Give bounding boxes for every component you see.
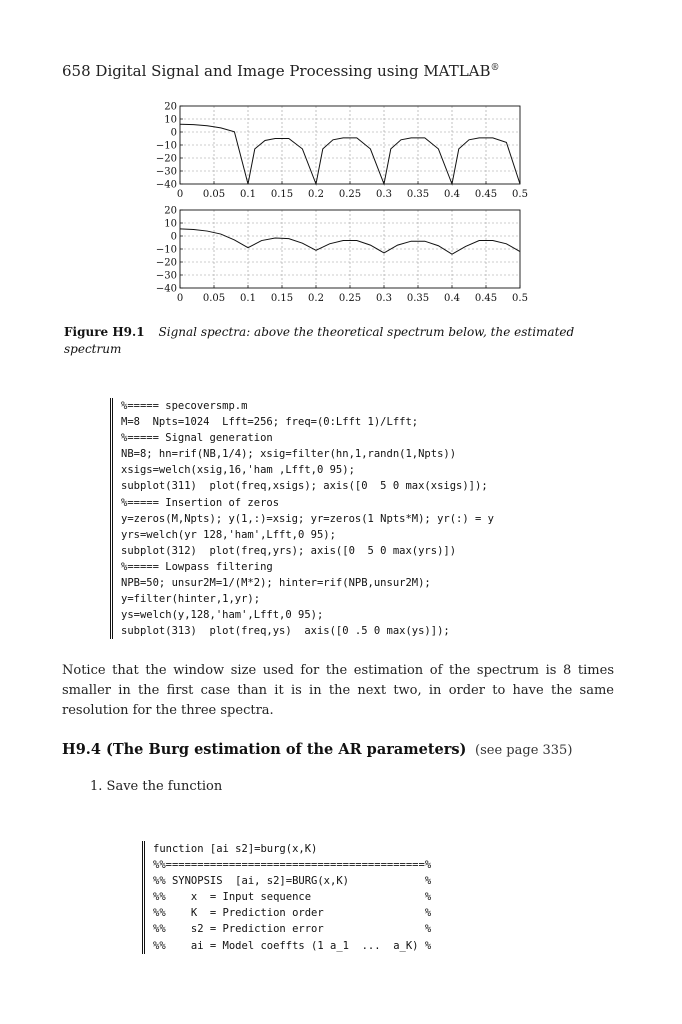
body-paragraph: Notice that the window size used for the estimation of the spectrum is 8 times smaller in the first case than it is in the next two, in order to have the same resolution for the three spectra. [62,663,614,718]
chart-1-xtick-label: 0.05 [202,189,226,200]
section-title: H9.4 (The Burg estimation of the AR parameters) [62,741,467,758]
chart-1-xtick-label: 0.3 [376,189,392,200]
chart-1-xtick-label: 0.25 [338,189,362,200]
chart-1-xtick-label: 0.5 [512,189,528,200]
figure-label: Figure H9.1 [64,325,145,339]
chart-2-xtick-label: 0.05 [202,293,226,304]
chart-2-xtick-label: 0 [176,293,184,304]
code-1-line: y=filter(hinter,1,yr); [121,593,261,606]
chart-2-ytick-label: 0 [170,231,177,243]
section-heading [62,741,622,758]
chart-1-xtick-label: 0.1 [240,189,256,200]
code-2-line: %% s2 = Prediction error % [153,923,432,936]
chart-1-ytick-label: −20 [155,153,177,165]
page-number: 658 [62,62,91,80]
chart-1-xtick-label: 0 [176,189,184,200]
chart-2-ytick-label: −40 [155,283,177,295]
chart-1-ytick-label: −30 [155,166,177,178]
chart-2-xtick-label: 0.4 [444,293,460,304]
code-1-line: ys=welch(y,128,'ham',Lfft,0 95); [121,609,324,622]
chart-1-ytick-label: −10 [155,140,177,152]
code-2-line: %% x = Input sequence % [153,891,432,904]
chart-2-xtick-label: 0.5 [512,293,528,304]
chart-2-xtick-label: 0.2 [308,293,324,304]
chart-1-ytick-label: 10 [164,114,177,126]
code-2-line: %% K = Prediction order % [153,907,432,920]
chart-2-ytick-label: 20 [164,205,177,217]
code-1-line: y=zeros(M,Npts); y(1,:)=xsig; yr=zeros(1 Npts*M); yr(:) = y [121,512,494,525]
code-1-line: NPB=50; unsur2M=1/(M*2); hinter=rif(NPB,unsur2M); [121,577,431,590]
code-1-line: %===== Lowpass filtering [121,560,273,573]
figure-caption [64,324,624,358]
chart-1-xtick-label: 0.35 [406,189,430,200]
code-2-line: %%=========================================% [153,859,432,872]
chart-2-xtick-label: 0.25 [338,293,362,304]
chart-2-xtick-label: 0.35 [406,293,430,304]
code-1-line: %===== specoversmp.m [121,400,248,412]
chart-1-ytick-label: 0 [170,127,177,139]
chart-2-ytick-label: 10 [164,218,177,230]
code-2-line: %% ai = Model coeffts (1 a_1 ... a_K) % [153,939,432,952]
code-1-line: yrs=welch(yr 128,'ham',Lfft,0 95); [121,528,336,541]
code-1-line: subplot(313) plot(freq,ys) axis([0 .5 0 max(ys)]); [121,625,450,638]
chart-2-xtick-label: 0.1 [240,293,256,304]
chart-2-xtick-label: 0.15 [270,293,294,304]
chart-2-xtick-label: 0.3 [376,293,392,304]
code-1-line: %===== Signal generation [121,432,273,445]
list-item: 1. Save the function [90,779,223,794]
chart-1-xtick-label: 0.15 [270,189,294,200]
code-block-specoversmp [110,398,601,639]
spectra-figure [140,96,540,308]
figure-caption-text: Signal spectra: above the theoretical spectrum below, the estimated spectrum [64,325,575,356]
code-block-burg [142,841,613,954]
code-1-line: %===== Insertion of zeros [121,496,280,509]
chart-1-xtick-label: 0.4 [444,189,460,200]
section-page-ref: (see page 335) [475,743,573,758]
code-1-line: M=8 Npts=1024 Lfft=256; freq=(0:Lfft 1)/Lfft; [121,416,419,429]
chart-1-ytick-label: 20 [164,101,177,113]
book-title: Digital Signal and Image Processing using MATLAB [95,62,491,80]
code-1-line: subplot(311) plot(freq,xsigs); axis([0 5 0 max(xsigs)]); [121,480,488,493]
chart-1-ytick-label: −40 [155,179,177,191]
chart-1-xtick-label: 0.2 [308,189,324,200]
chart-1-xtick-label: 0.45 [474,189,498,200]
chart-2-ytick-label: −30 [155,270,177,282]
code-1-line: xsigs=welch(xsig,16,'ham ,Lfft,0 95); [121,464,355,477]
chart-2-ytick-label: −20 [155,257,177,269]
chart-2-ytick-label: −10 [155,244,177,256]
chart-2-xtick-label: 0.45 [474,293,498,304]
trademark-symbol: ® [490,63,500,73]
running-header [62,62,662,80]
code-2-line: %% SYNOPSIS [ai, s2]=BURG(x,K) % [153,875,432,888]
code-2-line: function [ai s2]=burg(x,K) [153,843,318,855]
code-1-line: NB=8; hn=rif(NB,1/4); xsig=filter(hn,1,randn(1,Npts)) [121,448,457,461]
code-1-line: subplot(312) plot(freq,yrs); axis([0 5 0 max(yrs)]) [121,544,457,557]
